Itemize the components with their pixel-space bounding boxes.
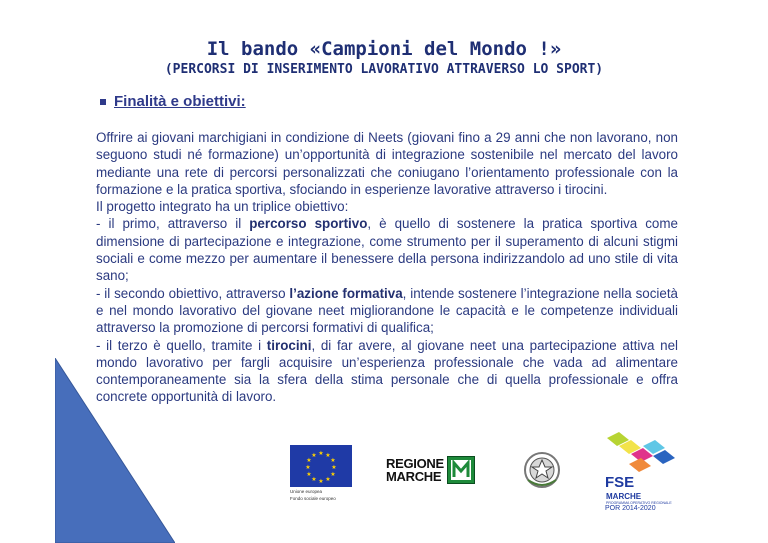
fse-por: POR 2014-2020 xyxy=(605,505,656,512)
svg-text:★: ★ xyxy=(318,450,324,457)
objective-first-pre: - il primo, attraverso il xyxy=(96,216,250,232)
eu-logo xyxy=(290,445,352,499)
decorative-triangle xyxy=(55,358,175,543)
svg-text:★: ★ xyxy=(305,464,311,471)
regione-marche-logo xyxy=(386,452,486,488)
objective-first-bold: percorso sportivo xyxy=(249,216,368,232)
body-text xyxy=(96,129,678,406)
objective-first xyxy=(96,215,678,284)
eu-caption-1: Unione europea xyxy=(290,489,323,494)
fse-title: FSE xyxy=(605,474,635,491)
svg-text:★: ★ xyxy=(311,476,317,483)
objective-second-pre: - il secondo obiettivo, attraverso xyxy=(96,285,290,301)
fse-subtitle: MARCHE xyxy=(606,492,642,501)
triple-objective-line: Il progetto integrato ha un triplice obiettivo: xyxy=(96,199,349,215)
eu-caption-2: Fondo sociale europeo xyxy=(290,496,336,501)
svg-text:★: ★ xyxy=(306,471,312,478)
section-label: Finalità e obiettivi: xyxy=(114,93,246,110)
fse-tagline: PROGRAMMA OPERATIVO REGIONALE xyxy=(606,501,672,505)
objective-second-post: , intende sostenere l’integrazione nella società e nel mondo lavorativo del giovane neet migliorandone le capacità e le competenze individuali attraverso la promozione di percorsi formativi di qualifica; xyxy=(96,285,679,336)
objective-third-post: , di far avere, al giovane neet una partecipazione attiva nel mondo lavorativo per fargli acquisire un’esperienza professionale che vada ad alimentare contemporaneamente sia la sfera della stima personale che di quella professionale e offra concrete opportunità di lavoro. xyxy=(96,337,678,405)
intro-paragraph: Offrire ai giovani marchigiani in condizione di Neets (giovani fino a 29 anni che non lavorano, non seguono studi né formazione) un’opportunità di integrazione sostenibile nel mercato del lavoro mediante una rete di percorsi personalizzati che coniugano l’orientamento professionale con la formazione e la pratica sportiva, sfociando in esperienze lavorative attraverso i tirocini. xyxy=(96,130,678,197)
regione-line1: REGIONE xyxy=(386,456,444,471)
svg-text:★: ★ xyxy=(331,464,337,471)
regione-line2: MARCHE xyxy=(386,469,442,484)
eu-flag-icon xyxy=(290,445,352,487)
regione-marche-text xyxy=(386,457,444,483)
italian-republic-emblem-icon xyxy=(522,450,562,490)
objective-second-bold: l’azione formativa xyxy=(289,285,403,301)
svg-text:★: ★ xyxy=(330,457,336,464)
page-subtitle: (PERCORSI DI INSERIMENTO LAVORATIVO ATTRAVERSO LO SPORT) xyxy=(164,62,604,77)
svg-text:★: ★ xyxy=(330,471,336,478)
fse-marche-logo xyxy=(605,432,685,512)
svg-text:★: ★ xyxy=(325,476,331,483)
svg-text:★: ★ xyxy=(311,452,317,459)
objective-third xyxy=(96,337,678,406)
section-heading xyxy=(100,93,246,110)
page-title: Il bando «Campioni del Mondo !» xyxy=(206,38,562,60)
svg-text:★: ★ xyxy=(318,478,324,485)
objective-third-bold: tirocini xyxy=(266,337,312,353)
square-bullet-icon xyxy=(100,99,106,105)
objective-third-pre: - il terzo è quello, tramite i xyxy=(96,337,267,353)
svg-text:★: ★ xyxy=(325,452,331,459)
fse-shapes-icon xyxy=(605,432,685,476)
objective-first-post: , è quello di sostenere la pratica sportiva come dimensione di partecipazione e integrazione, come strumento per il superamento di alcuni stigmi sociali e come mezzo per aumentare il benessere della persona indirizzandolo ad uno stile di vita sano; xyxy=(96,216,678,284)
regione-emblem-icon xyxy=(447,456,475,484)
objective-second xyxy=(96,285,678,337)
svg-text:★: ★ xyxy=(306,457,312,464)
